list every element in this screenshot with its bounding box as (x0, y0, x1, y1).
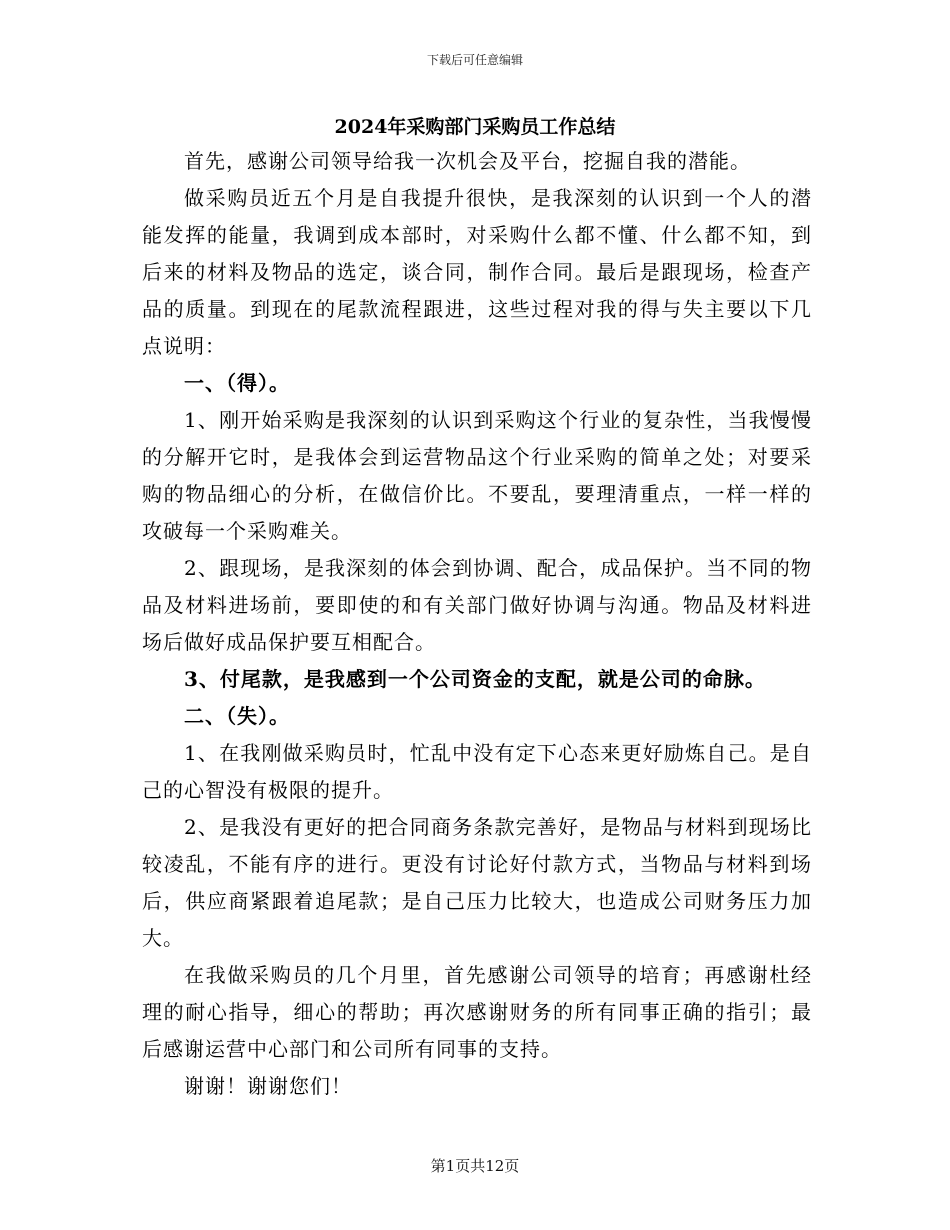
page-number-footer: 第1页共12页 (430, 1157, 520, 1175)
paragraph-overview: 做采购员近五个月是自我提升很快，是我深刻的认识到一个人的潜能发挥的能量，我调到成本部时，对采购什么都不懂、什么都不知，到后来的材料及物品的选定，谈合同，制作合同。最后是跟现场，检查产品的质量。到现在的尾款流程跟进，这些过程对我的得与失主要以下几点说明： (142, 186, 812, 358)
paragraph-thanks: 在我做采购员的几个月里，首先感谢公司领导的培育；再感谢杜经理的耐心指导，细心的帮助；再次感谢财务的所有同事正确的指引；最后感谢运营中心部门和公司所有同事的支持。 (142, 963, 812, 1061)
header-note: 下载后可任意编辑 (426, 53, 523, 67)
paragraph-gain-2: 2、跟现场，是我深刻的体会到协调、配合，成品保护。当不同的物品及材料进场前，要即使的和有关部门做好协调与沟通。物品及材料进场后做好成品保护要互相配合。 (142, 556, 812, 654)
paragraph-loss-2: 2、是我没有更好的把合同商务条款完善好，是物品与材料到现场比较凌乱，不能有序的进行。更没有讨论好付款方式，当物品与材料到场后，供应商紧跟着追尾款；是自己压力比较大，也造成公司财务压力加大。 (142, 815, 812, 950)
section-heading-losses: 二、（失）。 (184, 704, 290, 728)
document-body (142, 143, 812, 1105)
paragraph-loss-1: 1、在我刚做采购员时，忙乱中没有定下心态来更好励炼自己。是自己的心智没有极限的提升。 (142, 741, 812, 802)
document-title: 2024年采购部门采购员工作总结 (334, 116, 616, 138)
paragraph-gain-1: 1、刚开始采购是我深刻的认识到采购这个行业的复杂性，当我慢慢的分解开它时，是我体会到运营物品这个行业采购的简单之处；对要采购的物品细心的分析，在做信价比。不要乱，要理清重点，一样一样的攻破每一个采购难关。 (142, 408, 812, 543)
section-heading-gains: 一、（得）。 (184, 371, 290, 395)
paragraph-gain-3: 3、付尾款，是我感到一个公司资金的支配，就是公司的命脉。 (184, 667, 766, 691)
paragraph-closing: 谢谢！谢谢您们！ (184, 1074, 352, 1098)
paragraph-intro: 首先，感谢公司领导给我一次机会及平台，挖掘自我的潜能。 (184, 149, 751, 173)
